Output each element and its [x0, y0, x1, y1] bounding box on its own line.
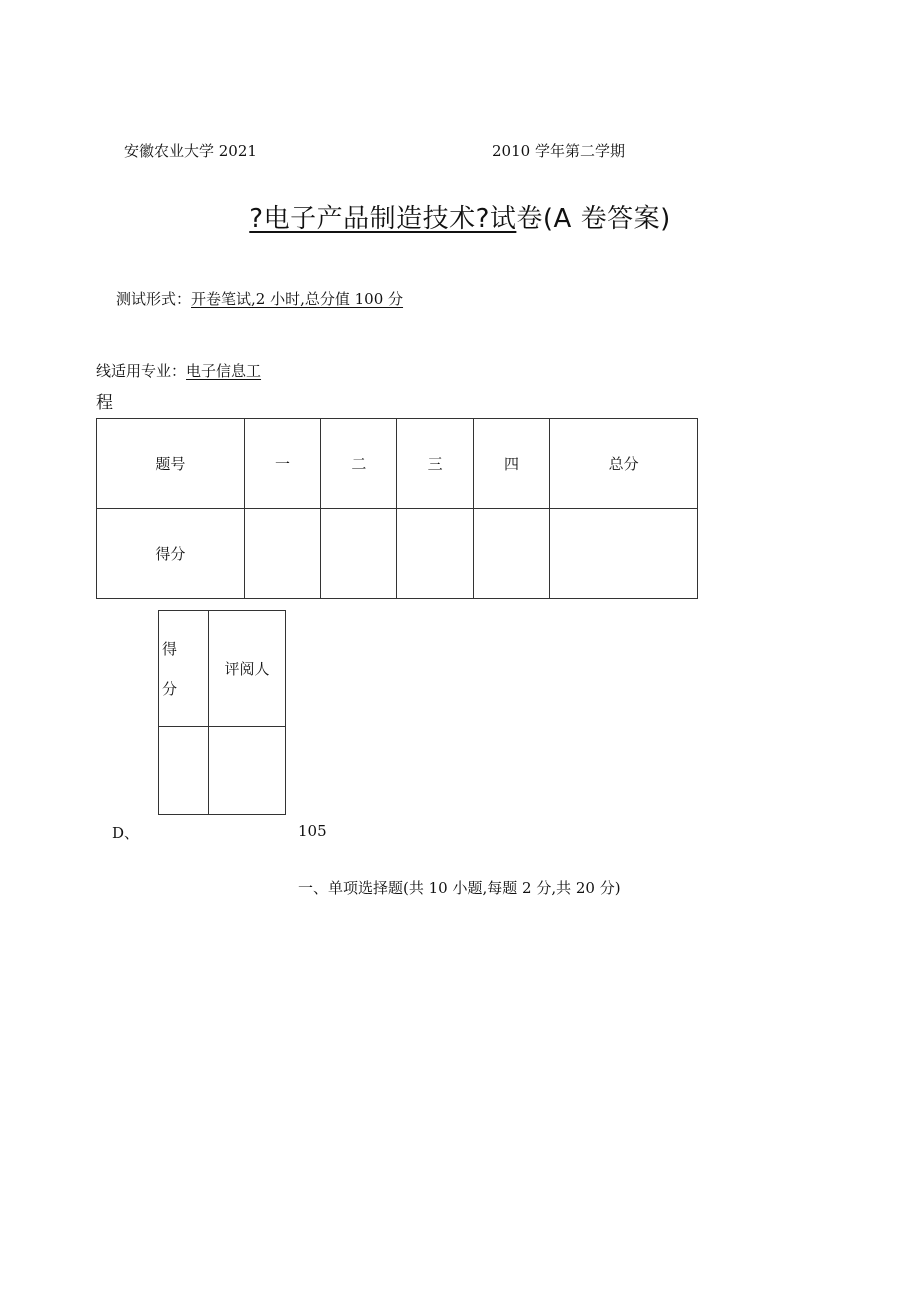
major-label: 线适用专业：: [96, 362, 187, 380]
score-table-header-cell: 四: [473, 419, 549, 509]
exam-form-line: [116, 288, 403, 309]
major-line: [96, 360, 261, 381]
header-university: 安徽农业大学 2021: [124, 142, 257, 160]
option-d-label: D、: [112, 824, 140, 842]
score-table-header-row: [97, 419, 698, 509]
exam-title: [0, 198, 920, 235]
grader-table-score-label-cell: [159, 611, 209, 727]
stray-number: 105: [298, 822, 327, 840]
score-cell-total[interactable]: [550, 509, 698, 599]
score-cell-q1[interactable]: [244, 509, 320, 599]
grader-table-entry-row: [159, 727, 286, 815]
score-table-header-cell: 总分: [550, 419, 698, 509]
score-table-header-cell: 二: [321, 419, 397, 509]
score-cell-q2[interactable]: [321, 509, 397, 599]
grader-table-header-row: [159, 611, 286, 727]
grader-signature-cell[interactable]: [209, 727, 286, 815]
score-cell-q4[interactable]: [473, 509, 549, 599]
score-table: [96, 418, 698, 599]
major-value: 电子信息工: [186, 362, 262, 380]
grader-table-grader-label: 评阅人: [209, 611, 286, 727]
score-cell-q3[interactable]: [397, 509, 473, 599]
score-table-row-label: 得分: [97, 509, 245, 599]
score-table-header-cell: 三: [397, 419, 473, 509]
exam-form-value: 开卷笔试,2 小时,总分值 100 分: [191, 290, 404, 308]
score-table-score-row: [97, 509, 698, 599]
exam-form-label: 测试形式：: [116, 290, 192, 308]
major-value-continuation: 程: [96, 393, 113, 413]
grader-score-entry-cell[interactable]: [159, 727, 209, 815]
grader-table: [158, 610, 286, 815]
exam-title-rest: 卷(A 卷答案): [516, 204, 671, 234]
exam-title-underlined: ?电子产品制造技术?试: [249, 204, 517, 234]
grader-table-score-label: 得分: [162, 639, 178, 698]
score-table-header-cell: 一: [244, 419, 320, 509]
section-one-title: 一、单项选择题(共 10 小题,每题 2 分,共 20 分): [298, 879, 621, 897]
header-term: 2010 学年第二学期: [492, 142, 625, 160]
score-table-header-cell: 题号: [97, 419, 245, 509]
